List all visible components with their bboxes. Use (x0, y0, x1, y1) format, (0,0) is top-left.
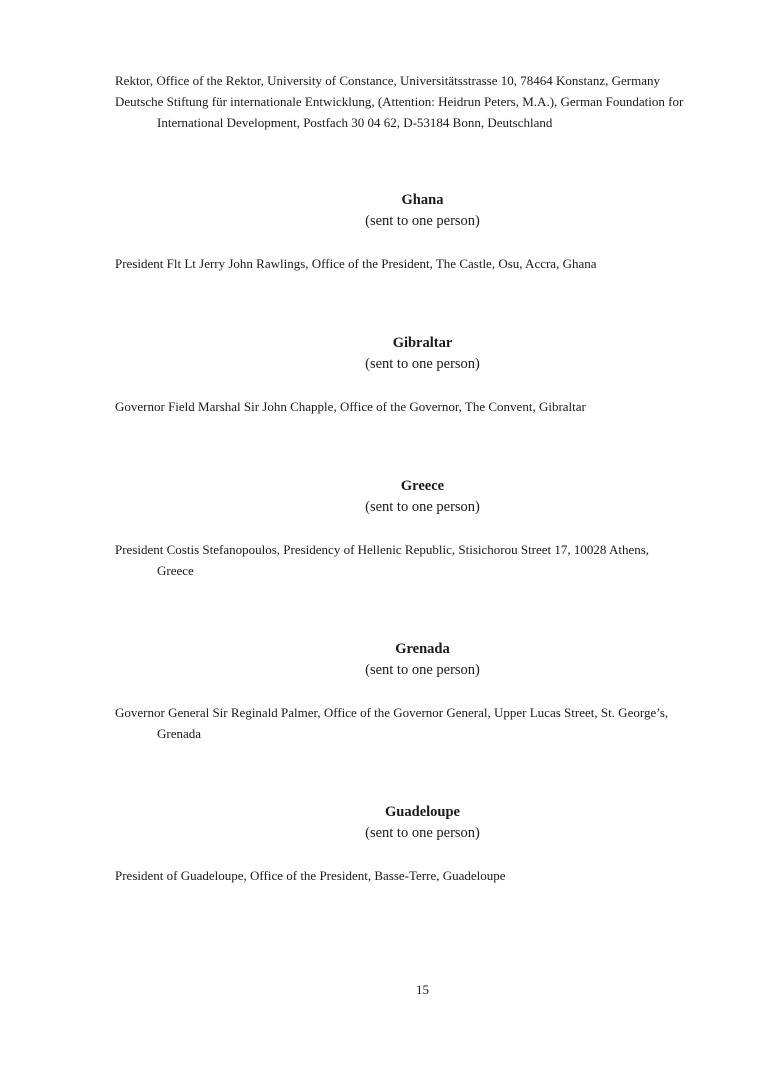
address-line: Rektor, Office of the Rektor, University of Constance, Universitätsstrasse 10, 78464 Konstanz, Germany (115, 73, 660, 88)
country-note: (sent to one person) (365, 662, 480, 678)
section-heading-grenada (0, 639, 760, 681)
address-entry-greece (115, 539, 725, 581)
address-entry-guadeloupe (115, 865, 725, 886)
address-entry-grenada (115, 702, 725, 744)
address-line: President of Guadeloupe, Office of the President, Basse-Terre, Guadeloupe (115, 868, 506, 883)
section-heading-guadeloupe (0, 802, 760, 844)
section-heading-gibraltar (0, 333, 760, 375)
address-line-continued: Grenada (157, 726, 202, 741)
section-heading-ghana (0, 190, 760, 232)
address-line: Deutsche Stiftung für internationale Entwicklung, (Attention: Heidrun Peters, M.A.), German Foundation for (115, 94, 684, 109)
address-line: President Costis Stefanopoulos, Presidency of Hellenic Republic, Stisichorou Street 17, 10028 Athens, (115, 542, 650, 557)
address-entry-rektor (115, 70, 725, 91)
country-note: (sent to one person) (365, 356, 480, 372)
section-heading-greece (0, 476, 760, 518)
country-name: Ghana (401, 192, 444, 208)
country-note: (sent to one person) (365, 499, 480, 515)
address-entry-ghana (115, 253, 725, 274)
page-number: 15 (416, 982, 429, 997)
country-note: (sent to one person) (365, 213, 480, 229)
address-entry-deutsche-stiftung (115, 91, 725, 133)
country-name: Greece (400, 478, 445, 494)
address-line: Governor Field Marshal Sir John Chapple, Office of the Governor, The Convent, Gibraltar (115, 399, 586, 414)
country-name: Gibraltar (392, 335, 453, 351)
country-name: Guadeloupe (385, 804, 460, 820)
address-entry-gibraltar (115, 396, 725, 417)
country-name: Grenada (395, 641, 450, 657)
country-note: (sent to one person) (365, 825, 480, 841)
address-line-continued: Greece (157, 563, 194, 578)
address-line: Governor General Sir Reginald Palmer, Office of the Governor General, Upper Lucas Street, St. George’s, (115, 705, 669, 720)
address-line-continued: International Development, Postfach 30 04 62, D-53184 Bonn, Deutschland (157, 115, 553, 130)
address-line: President Flt Lt Jerry John Rawlings, Office of the President, The Castle, Osu, Accra, Ghana (115, 256, 597, 271)
